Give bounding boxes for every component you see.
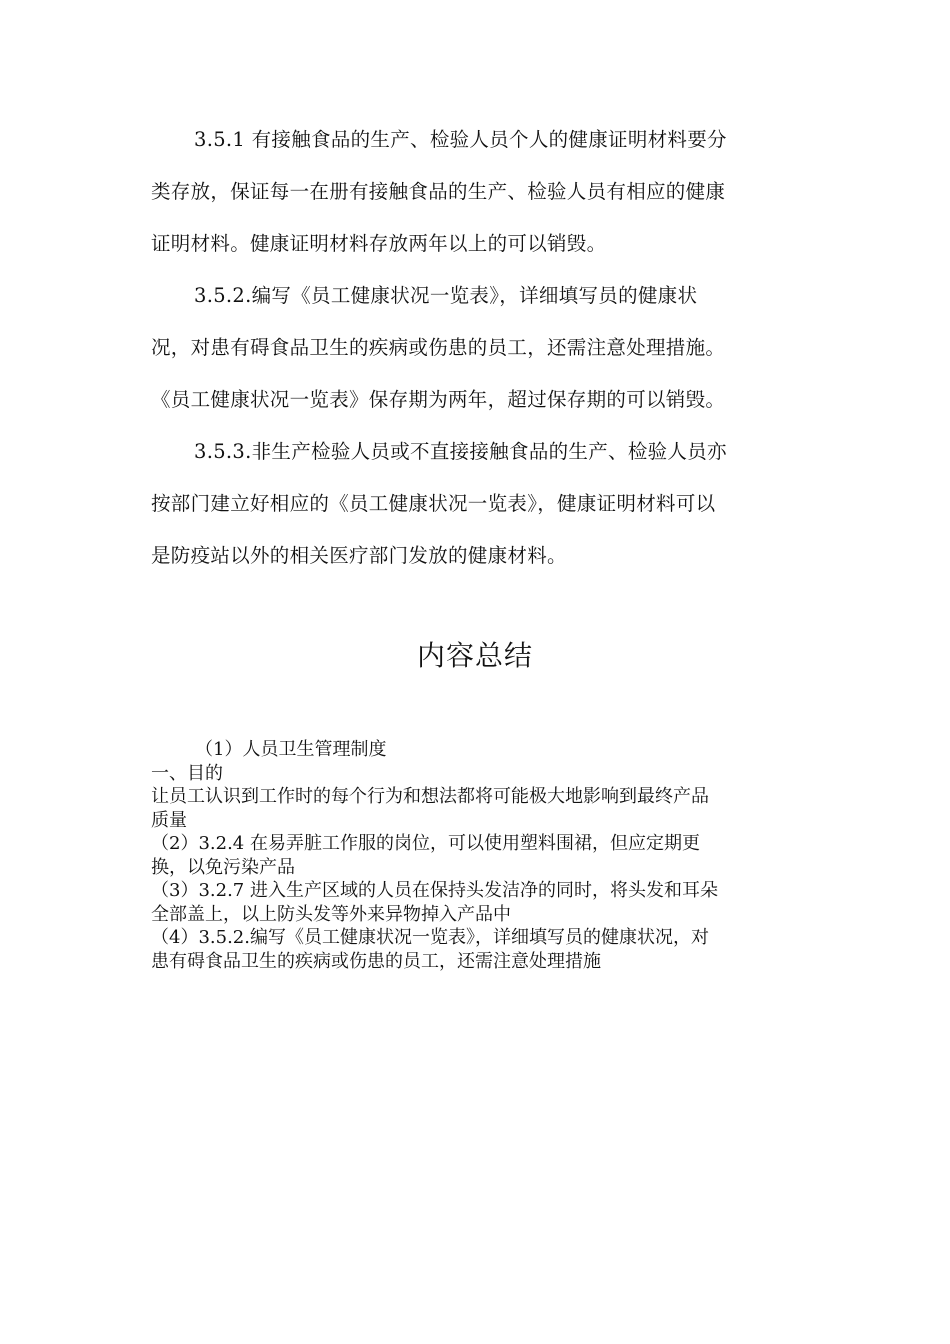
summary-line: 让员工认识到工作时的每个行为和想法都将可能极大地影响到最终产品 <box>151 786 709 807</box>
paragraph-line: 3.5.3.非生产检验人员或不直接接触食品的生产、检验人员亦 <box>194 440 727 463</box>
summary-heading: 内容总结 <box>416 639 533 672</box>
paragraph-line: 按部门建立好相应的《员工健康状况一览表》，健康证明材料可以 <box>151 492 716 515</box>
paragraph-line: 《员工健康状况一览表》保存期为两年，超过保存期的可以销毁。 <box>151 388 726 411</box>
paragraph-line: 证明材料。健康证明材料存放两年以上的可以销毁。 <box>151 232 607 255</box>
paragraph-3-5-1 <box>151 114 803 270</box>
summary-line: 换，以免污染产品 <box>151 856 295 878</box>
summary-line: （4）3.5.2.编写《员工健康状况一览表》，详细填写员的健康状况，对 <box>151 927 709 948</box>
summary-line: （2）3.2.4 在易弄脏工作服的岗位，可以使用塑料围裙，但应定期更 <box>151 833 700 854</box>
paragraph-3-5-3 <box>151 426 803 582</box>
paragraph-line: 是防疫站以外的相关医疗部门发放的健康材料。 <box>151 544 567 567</box>
paragraph-line: 类存放，保证每一在册有接触食品的生产、检验人员有相应的健康 <box>151 180 726 203</box>
summary-list <box>151 738 811 973</box>
summary-line: 全部盖上，以上防头发等外来异物掉入产品中 <box>151 903 511 925</box>
summary-line: 一、目的 <box>151 762 223 784</box>
summary-line: 患有碍食品卫生的疾病或伤患的员工，还需注意处理措施 <box>151 950 601 972</box>
paragraph-3-5-2 <box>151 270 803 426</box>
paragraph-line: 3.5.1 有接触食品的生产、检验人员个人的健康证明材料要分 <box>194 128 727 151</box>
summary-line: 质量 <box>151 809 187 831</box>
summary-line: （3）3.2.7 进入生产区域的人员在保持头发洁净的同时，将头发和耳朵 <box>151 880 718 901</box>
paragraph-line: 况，对患有碍食品卫生的疾病或伤患的员工，还需注意处理措施。 <box>151 336 726 359</box>
paragraph-line: 3.5.2.编写《员工健康状况一览表》，详细填写员的健康状 <box>194 284 698 307</box>
summary-line: （1）人员卫生管理制度 <box>195 739 387 760</box>
